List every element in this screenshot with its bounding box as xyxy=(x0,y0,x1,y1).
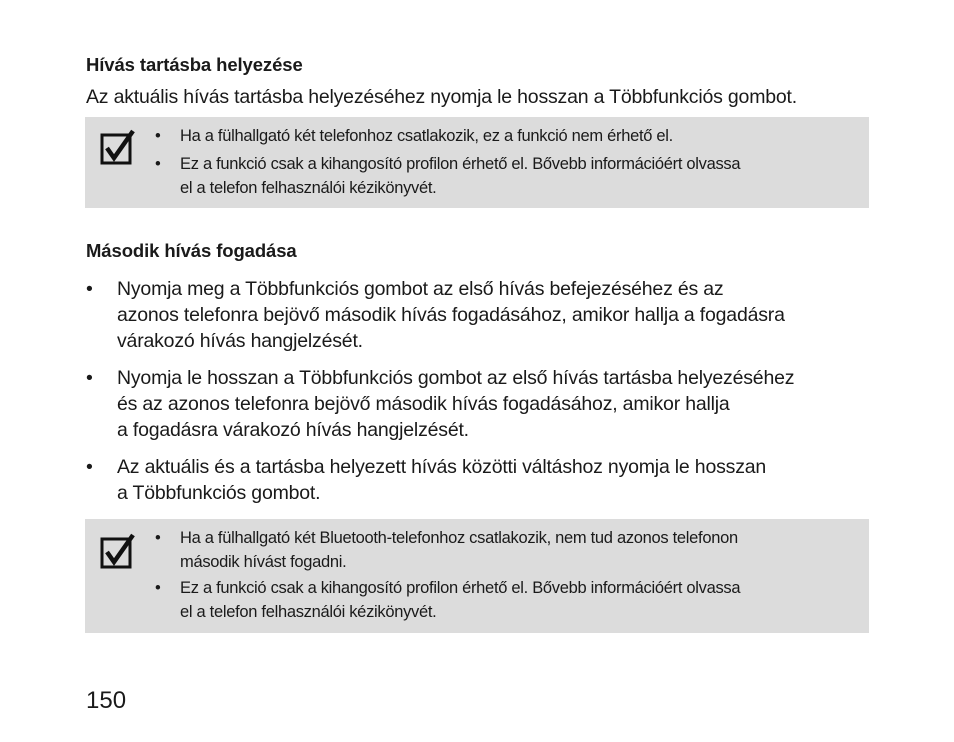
list-line: Az aktuális és a tartásba helyezett hívás közötti váltáshoz nyomja le hosszan xyxy=(117,456,767,478)
section-body-hold-call: Az aktuális hívás tartásba helyezéséhez nyomja le hosszan a Többfunkciós gombot. xyxy=(86,86,797,108)
bullet-icon: • xyxy=(86,278,93,300)
note-line: el a telefon felhasználói kézikönyvét. xyxy=(180,603,437,621)
section-title-second-call: Második hívás fogadása xyxy=(86,240,297,261)
note-box-1 xyxy=(85,117,869,208)
note-box-2 xyxy=(85,519,869,633)
page-number: 150 xyxy=(86,687,127,714)
list-line: és az azonos telefonra bejövő második hívás fogadásához, amikor hallja xyxy=(117,393,730,415)
list-line: várakozó hívás hangjelzését. xyxy=(117,330,363,352)
list-line: a fogadásra várakozó hívás hangjelzését. xyxy=(117,419,469,441)
note-line: Ez a funkció csak a kihangosító profilon érhető el. Bővebb információért olvassa xyxy=(180,579,741,597)
note-line: el a telefon felhasználói kézikönyvét. xyxy=(180,179,437,197)
list-line: azonos telefonra bejövő második hívás fogadásához, amikor hallja a fogadásra xyxy=(117,304,785,326)
list-line: Nyomja le hosszan a Többfunkciós gombot az első hívás tartásba helyezéséhez xyxy=(117,367,795,389)
list-line: Nyomja meg a Többfunkciós gombot az első hívás befejezéséhez és az xyxy=(117,278,724,300)
checkbox-checked-icon xyxy=(100,533,136,569)
note-line: Ez a funkció csak a kihangosító profilon érhető el. Bővebb információért olvassa xyxy=(180,155,741,173)
bullet-icon: • xyxy=(155,155,161,173)
bullet-icon: • xyxy=(86,456,93,478)
section-title-hold-call: Hívás tartásba helyezése xyxy=(86,54,303,75)
note-line: Ha a fülhallgató két Bluetooth-telefonhoz csatlakozik, nem tud azonos telefonon xyxy=(180,529,738,547)
note-line: Ha a fülhallgató két telefonhoz csatlakozik, ez a funkció nem érhető el. xyxy=(180,127,673,145)
checkbox-checked-icon xyxy=(100,129,136,165)
list-line: a Többfunkciós gombot. xyxy=(117,482,321,504)
bullet-icon: • xyxy=(155,127,161,145)
bullet-icon: • xyxy=(86,367,93,389)
bullet-icon: • xyxy=(155,529,161,547)
note-line: második hívást fogadni. xyxy=(180,553,347,571)
bullet-icon: • xyxy=(155,579,161,597)
